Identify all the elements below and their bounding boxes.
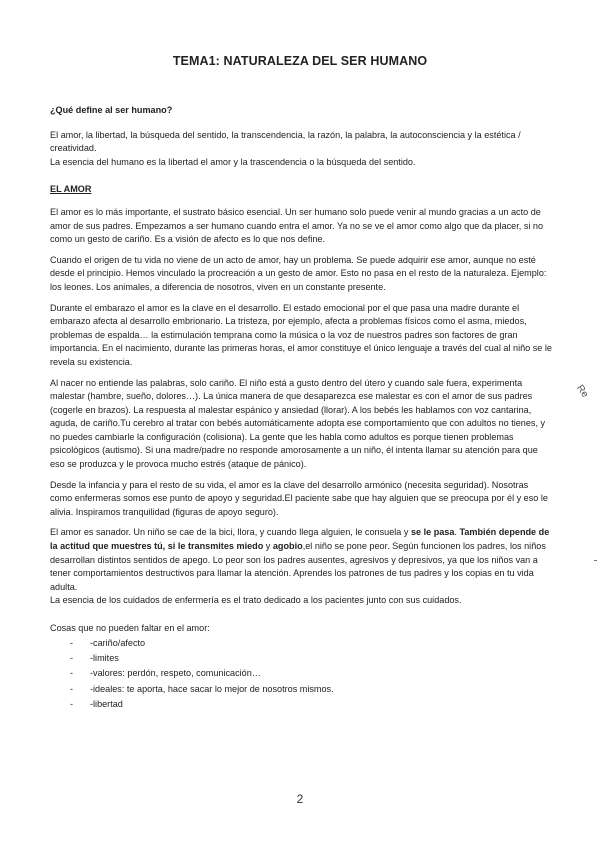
- list-item: [70, 697, 552, 712]
- list-item-text: -ideales: te aporta, hace sacar lo mejor de nosotros mismos.: [90, 683, 334, 694]
- edge-mark-dot: [594, 560, 597, 561]
- list-item-text: -limites: [90, 653, 119, 663]
- bold-text: se le pasa: [410, 527, 455, 538]
- list-dash: -: [70, 637, 74, 648]
- paragraph-text: El amor es sanador. Un niño se cae de la bici, llora, y cuando llega alguien, le consuela y: [50, 527, 411, 538]
- list-item: [70, 666, 552, 681]
- list-item: [70, 636, 552, 651]
- bold-text: agobio: [272, 541, 303, 552]
- list-item-text: -libertad: [90, 699, 123, 710]
- page-title: TEMA1: NATURALEZA DEL SER HUMANO: [172, 54, 428, 68]
- paragraph: Al nacer no entiende las palabras, solo cariño. El niño está a gusto dentro del útero y cuando sale fuera, experimenta malestar (hambre, sueño, dolores…). La única manera de que desaparezca ese malestar es con el amor de sus padres (cogerle en brazos). La respuesta al malestar espánico y ansiedad (llorar). A los bebés les hablamos con voz cantarina, aguda, de cariño.Tu cerebro al tratar con bebés automáticamente adopta ese comportamiento que con adultos no tienes, y no puedes cambiarle la configuración (colisiona). La gente que les habla como adultos es porque tienen problemas psicológicos (autismo). Si una madre/padre no responde amorosamente a un niño, él intenta llamar su atención para que eso se produzca y le provoca mucho estrés (ataque de pánico).: [50, 377, 546, 470]
- list-intro: Cosas que no pueden faltar en el amor:: [50, 623, 210, 633]
- intro-block: [50, 129, 552, 170]
- paragraph: El amor es lo más importante, el sustrato básico esencial. Un ser humano solo puede venir al mundo gracias a un acto de amor de sus padres. Empezamos a ser humano cuando entra el amor. Ya no se ve el amor como algo que da placer, si no como un gesto de cariño. Es a visión de afecto es lo que nos define.: [50, 206, 544, 245]
- list-item-text: -cariño/afecto: [90, 637, 146, 648]
- paragraph: Durante el embarazo el amor es la clave en el desarrollo. El estado emocional por el que pasa una madre durante el embarazo afecta al desarrollo embrionario. La tristeza, por ejemplo, afecta a problemas físicos como el asma, miedos, problemas de espalda… la estimulación temprana como la música o la voz de nuestros padres son factores de gran importancia. En el nacimiento, durante las primeras horas, el amor constituye el único lenguaje a través del cual al niño se le revela su existencia.: [50, 302, 552, 367]
- section-heading-el-amor: EL AMOR: [50, 184, 92, 195]
- list-dash: -: [70, 683, 74, 694]
- intro-text-2: La esencia del humano es la libertad el amor y la trascendencia o la búsqueda del sentido.: [50, 156, 416, 167]
- paragraph-text: y: [263, 541, 273, 552]
- intro-text-1: El amor, la libertad, la búsqueda del sentido, la transcendencia, la razón, la palabra, la autoconsciencia y la estética / creatividad.: [50, 129, 521, 154]
- list-item: [70, 651, 552, 666]
- paragraph-sanador: [50, 526, 552, 594]
- bold-text: También depende de la actitud que muestres tú, si le transmites miedo: [50, 527, 550, 552]
- question-heading: ¿Qué define al ser humano?: [50, 105, 173, 115]
- list-dash: -: [70, 699, 74, 710]
- list-dash: -: [70, 653, 74, 663]
- paragraph: Desde la infancia y para el resto de su vida, el amor es la clave del desarrollo armónico (necesita seguridad). Nosotras como enfermeras somos ese punto de apoyo y seguridad.El paciente sabe que hay alguien que se preocupa por él y eso le alivia. Inspiramos tranquilidad (figuras de apoyo seguro).: [50, 479, 548, 517]
- edge-watermark-text: Re: [573, 383, 591, 400]
- document-body: [50, 104, 552, 713]
- list-dash: -: [70, 668, 74, 679]
- love-needs-list: [50, 636, 552, 713]
- paragraph-text: ,el niño se pone peor. Según funcionen los padres, los niños desarrollan distintos sentidos de apego. Lo peor son los padres ausentes, agresivos y depresivos, ya que los niños van a tener comportamientos destructivos para llamar la atención. Aprendes los patrones de tus padres y los copias en tu vida adulta.: [50, 541, 546, 592]
- paragraph-text: .: [454, 527, 460, 538]
- paragraph: Cuando el origen de tu vida no viene de un acto de amor, hay un problema. Se puede adquirir ese amor, aunque no esté desde el principio. Hemos vinculado la procreación a un gesto de amor. Esto no pasa en el resto de la naturaleza. Ejemplo: los leones. Los animales, a diferencia de nosotros, viven en un constante presente.: [50, 254, 547, 292]
- page-number: 2: [296, 792, 304, 806]
- list-item: [70, 682, 552, 697]
- closing-sentence: La esencia de los cuidados de enfermería es el trato dedicado a los pacientes junto con sus cuidados.: [50, 595, 462, 606]
- list-item-text: -valores: perdón, respeto, comunicación…: [90, 668, 261, 679]
